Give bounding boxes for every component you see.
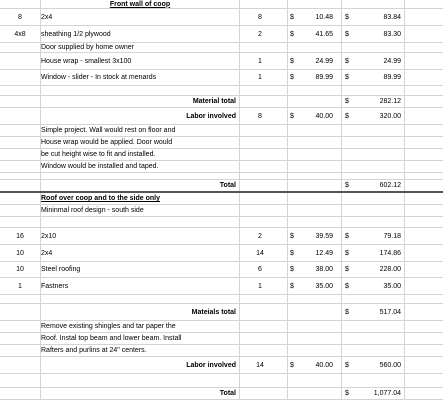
table-row <box>0 26 443 43</box>
cell-currency: $ <box>290 232 294 240</box>
cell-description[interactable]: 2x4 <box>41 249 53 257</box>
cell-quantity[interactable]: 14 <box>256 249 264 257</box>
cell-currency: $ <box>345 361 349 369</box>
cell-currency: $ <box>290 13 294 21</box>
cell-line-total[interactable]: 89.99 <box>383 74 401 81</box>
labor-hours[interactable]: 8 <box>258 112 262 120</box>
cell-line-total[interactable]: 24.99 <box>383 57 401 65</box>
table-row <box>0 0 443 9</box>
cell-line-total[interactable]: 83.84 <box>383 13 401 21</box>
note-text[interactable]: Rafters and purlins at 24" centers. <box>41 347 147 354</box>
table-row <box>0 70 443 86</box>
cell-quantity[interactable]: 1 <box>258 282 262 290</box>
cell-size[interactable]: 10 <box>16 266 24 273</box>
cell-quantity[interactable]: 1 <box>258 74 262 81</box>
material-total-value[interactable]: 282.12 <box>379 98 401 105</box>
table-row <box>0 53 443 70</box>
material-total-label: Material total <box>192 98 236 105</box>
cell-currency: $ <box>345 282 349 290</box>
section-header: Front wall of coop <box>109 0 171 8</box>
note-text[interactable]: Window would be installed and taped. <box>41 163 159 170</box>
section-header: Roof over coop and to the side only <box>41 195 161 202</box>
cell-quantity[interactable]: 1 <box>258 57 262 65</box>
note-text[interactable]: House wrap would be applied. Door would <box>41 139 173 146</box>
table-row <box>0 193 443 205</box>
cell-currency: $ <box>345 30 349 38</box>
table-row <box>0 374 443 388</box>
cell-quantity[interactable]: 6 <box>258 266 262 273</box>
cell-description[interactable]: sheathing 1/2 plywood <box>41 30 111 38</box>
table-row <box>0 86 443 96</box>
cell-currency: $ <box>345 112 349 120</box>
table-row <box>0 217 443 228</box>
table-row <box>0 43 443 53</box>
material-total-label: Mateials total <box>191 308 236 316</box>
cell-size[interactable]: 1 <box>18 282 22 290</box>
cell-quantity[interactable]: 2 <box>258 30 262 38</box>
cell-currency: $ <box>345 57 349 65</box>
cell-currency: $ <box>345 98 349 105</box>
cell-size[interactable]: 16 <box>16 232 24 240</box>
cell-line-total[interactable]: 228.00 <box>379 266 401 273</box>
cell-currency: $ <box>290 266 294 273</box>
cell-description[interactable]: Door supplied by home owner <box>41 44 134 51</box>
cell-currency: $ <box>290 282 294 290</box>
cell-description[interactable]: 2x4 <box>41 13 53 21</box>
cell-unit-price[interactable]: 89.99 <box>315 74 333 81</box>
cell-size[interactable]: 8 <box>18 13 22 21</box>
table-row <box>0 9 443 26</box>
cell-currency: $ <box>290 361 294 369</box>
table-row <box>0 357 443 374</box>
table-row <box>0 345 443 357</box>
table-row <box>0 137 443 149</box>
cell-currency: $ <box>345 249 349 257</box>
cell-unit-price[interactable]: 39.59 <box>315 232 333 240</box>
cell-currency: $ <box>290 30 294 38</box>
section-total-value[interactable]: 1,077.04 <box>373 390 401 397</box>
table-row <box>0 278 443 295</box>
cell-currency: $ <box>345 74 349 81</box>
labor-rate[interactable]: 40.00 <box>315 361 333 369</box>
cell-description[interactable]: Steel roofing <box>41 266 81 273</box>
labor-total[interactable]: 560.00 <box>379 361 401 369</box>
section-total-label: Total <box>219 390 236 397</box>
labor-label: Labor involved <box>186 112 236 120</box>
cell-line-total[interactable]: 174.86 <box>379 249 401 257</box>
cell-unit-price[interactable]: 24.99 <box>315 57 333 65</box>
labor-hours[interactable]: 14 <box>256 361 264 369</box>
table-row <box>0 333 443 345</box>
cell-quantity[interactable]: 2 <box>258 232 262 240</box>
cell-size[interactable]: 10 <box>16 249 24 257</box>
cell-size[interactable]: 4x8 <box>14 30 26 38</box>
cell-currency: $ <box>345 266 349 273</box>
cell-line-total[interactable]: 83.30 <box>383 30 401 38</box>
note-text[interactable]: Remove existing shingles and tar paper the <box>41 323 176 330</box>
table-row <box>0 96 443 108</box>
cell-line-total[interactable]: 79.18 <box>383 232 401 240</box>
note-text[interactable]: be cut height wise to fit and installed. <box>41 151 156 158</box>
cell-quantity[interactable]: 8 <box>258 13 262 21</box>
table-row <box>0 173 443 180</box>
cell-currency: $ <box>290 57 294 65</box>
cell-currency: $ <box>290 112 294 120</box>
cell-currency: $ <box>345 13 349 21</box>
cell-currency: $ <box>345 182 349 189</box>
table-row <box>0 161 443 173</box>
table-row <box>0 304 443 321</box>
table-row <box>0 180 443 193</box>
cell-description[interactable]: Window - slider - In stock at menards <box>41 74 157 81</box>
cell-currency: $ <box>290 249 294 257</box>
material-total-value[interactable]: 517.04 <box>379 308 401 316</box>
table-row <box>0 108 443 125</box>
cell-currency: $ <box>345 232 349 240</box>
table-row <box>0 295 443 304</box>
cell-description[interactable]: House wrap - smallest 3x100 <box>41 57 132 65</box>
cell-description[interactable]: Fastners <box>41 282 69 290</box>
labor-total[interactable]: 320.00 <box>379 112 401 120</box>
section-subheader[interactable]: Mininmal roof design - south side <box>41 207 144 214</box>
note-text[interactable]: Simple project. Wall would rest on floor and <box>41 127 176 134</box>
section-total-label: Total <box>219 182 236 189</box>
cell-currency: $ <box>345 390 349 397</box>
note-text[interactable]: Roof. Instal top beam and lower beam. Install <box>41 335 182 342</box>
table-row <box>0 125 443 137</box>
table-row <box>0 205 443 217</box>
cell-unit-price[interactable]: 41.65 <box>315 30 333 38</box>
table-row <box>0 149 443 161</box>
cell-unit-price[interactable]: 12.49 <box>315 249 333 257</box>
table-row <box>0 245 443 262</box>
cell-line-total[interactable]: 35.00 <box>383 282 401 290</box>
cell-currency: $ <box>345 308 349 316</box>
table-row <box>0 321 443 333</box>
table-row <box>0 262 443 278</box>
labor-label: Labor involved <box>186 361 236 369</box>
section-total-value[interactable]: 602.12 <box>379 182 401 189</box>
cell-description[interactable]: 2x10 <box>41 232 57 240</box>
cell-unit-price[interactable]: 35.00 <box>315 282 333 290</box>
table-row <box>0 388 443 400</box>
cell-unit-price[interactable]: 38.00 <box>315 266 333 273</box>
cell-currency: $ <box>290 74 294 81</box>
cell-unit-price[interactable]: 10.48 <box>315 13 333 21</box>
table-row <box>0 228 443 245</box>
labor-rate[interactable]: 40.00 <box>315 112 333 120</box>
